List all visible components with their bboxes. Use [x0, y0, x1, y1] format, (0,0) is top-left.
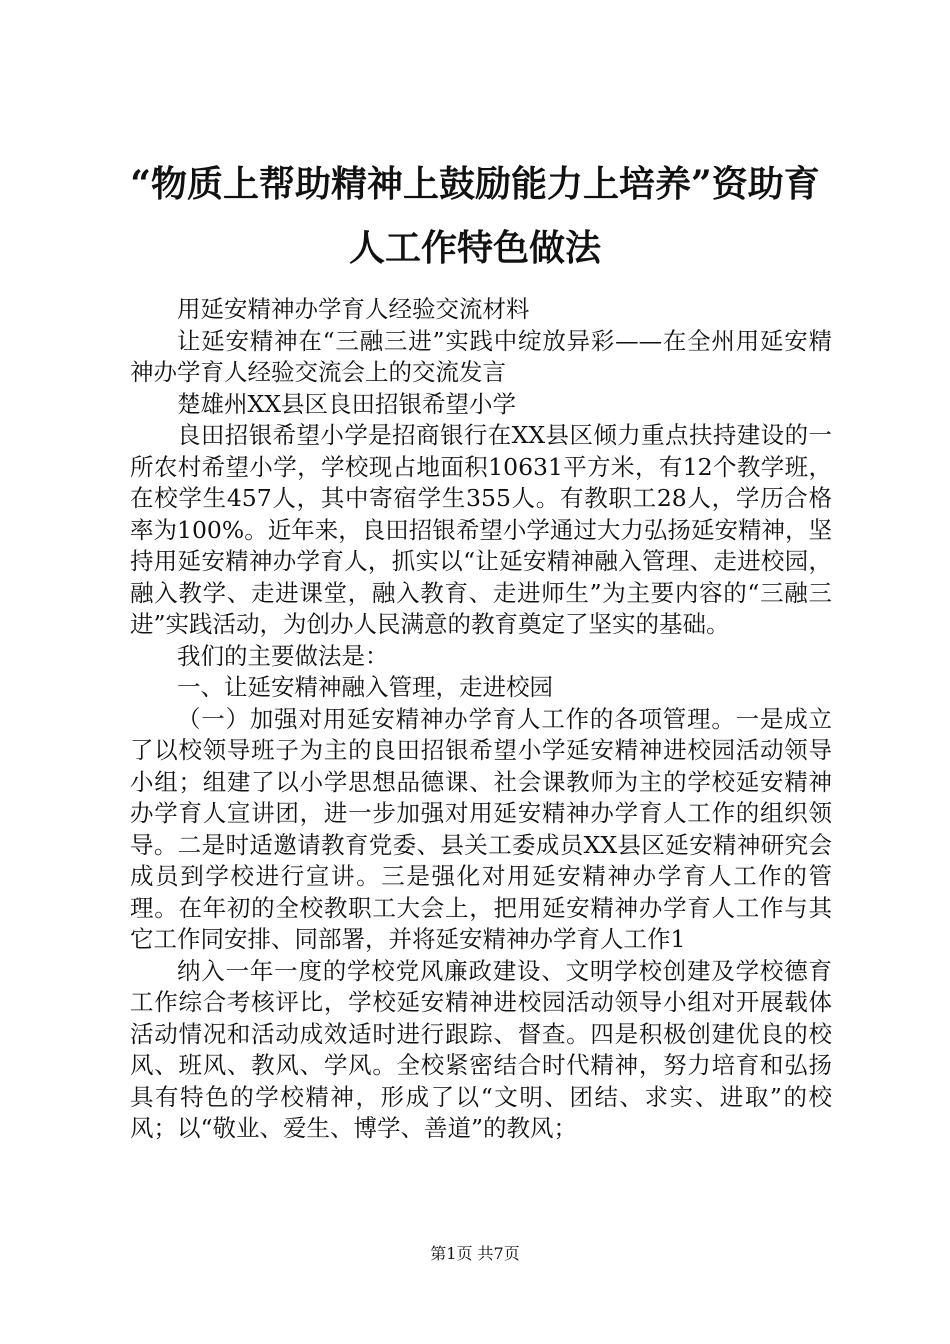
paragraph-subtitle: 用延安精神办学育人经验交流材料 — [177, 295, 530, 323]
paragraph-school-intro: 良田招银希望小学是招商银行在XX县区倾力重点扶持建设的一所农村希望小学，学校现占地面积10631平方米，有12个教学班，在校学生457人，其中寄宿学生355人。有教职工28人，学历合格率为100%。近年来，良田招银希望小学通过大力弘扬延安精神，坚持用延安精神办学育人，抓实以“让延安精神融入管理、走进校园，融入教学、走进课堂，融入教育、走进师生”为主要内容的“三融三进”实践活动，为创办人民满意的教育奠定了坚实的基础。 — [130, 421, 832, 638]
document-body — [130, 294, 832, 1145]
paragraph-school-name: 楚雄州XX县区良田招银希望小学 — [177, 389, 516, 418]
page-footer: 第1页 共7页 — [430, 1244, 520, 1263]
paragraph-management: （一）加强对用延安精神办学育人工作的各项管理。一是成立了以校领导班子为主的良田招银希望小学延安精神进校园活动领导小组；组建了以小学思想品德课、社会课教师为主的学校延安精神办学育人宣讲团，进一步加强对用延安精神办学育人工作的组织领导。二是时适邀请教育党委、县关工委成员XX县区延安精神研究会成员到学校进行宣讲。三是强化对用延安精神办学育人工作的管理。在年初的全校教职工大会上，把用延安精神办学育人工作与其它工作同安排、同部署，并将延安精神办学育人工作1 — [130, 704, 832, 953]
document-title: “物质上帮助精神上鼓励能力上培养”资助育人工作特色做法 — [130, 163, 820, 269]
paragraph-assessment: 纳入一年一度的学校党风廉政建设、文明学校创建及学校德育工作综合考核评比，学校延安精神进校园活动领导小组对开展载体活动情况和活动成效适时进行跟踪、督查。四是积极创建优良的校风、班风、教风、学风。全校紧密结合时代精神，努力培育和弘扬具有特色的学校精神，形成了以“文明、团结、求实、进取”的校风；以“敬业、爱生、博学、善道”的教风； — [130, 956, 832, 1142]
paragraph-section-heading: 一、让延安精神融入管理，走进校园 — [177, 673, 553, 701]
paragraph-main-approach: 我们的主要做法是： — [177, 641, 389, 670]
paragraph-speech-title: 让延安精神在“三融三进”实践中绽放异彩——在全州用延安精神办学育人经验交流会上的交流发言 — [130, 326, 832, 386]
